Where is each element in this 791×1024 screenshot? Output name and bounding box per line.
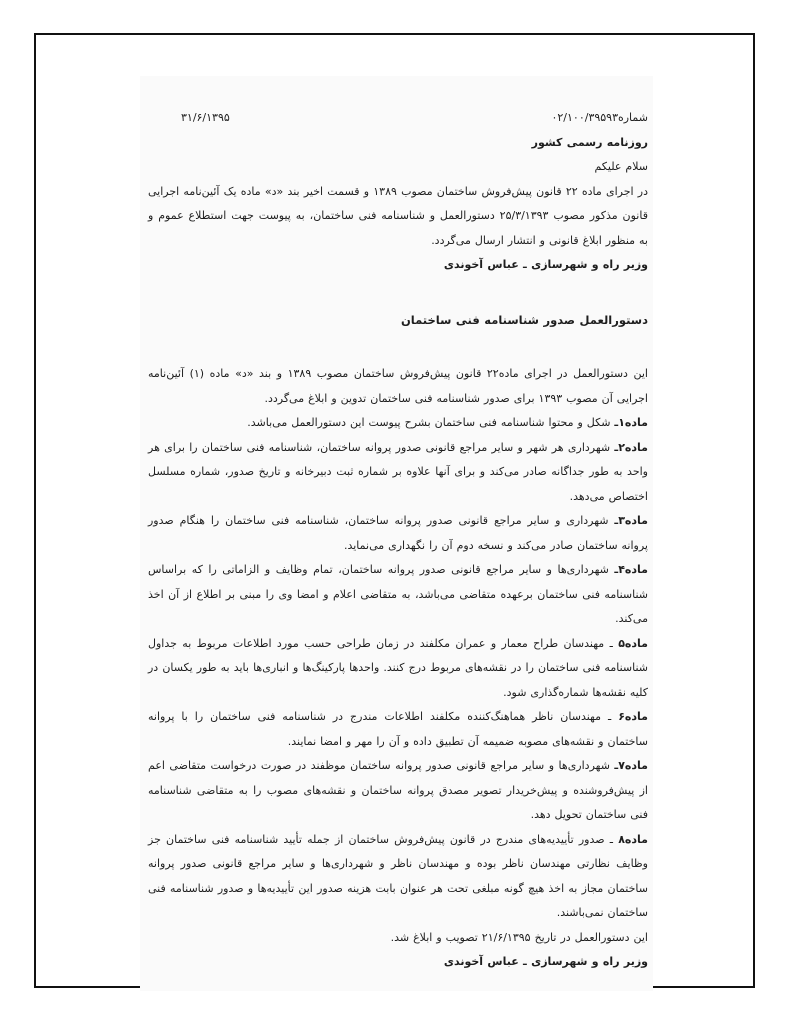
article-text: شهرداری‌ها و سایر مراجع قانونی صدور پروانه ساختمان، تمام وظایف و الزاماتی را که براساس شناسنامه فنی ساختمان برعهده متقاضی می‌باشد، به متقاضی اعلام و امضا وی را مبنی بر اطلاع از آن اخذ می‌کند. xyxy=(148,563,648,625)
letter-greeting: سلام علیکم xyxy=(594,160,648,173)
article-5 xyxy=(148,632,648,706)
article-text: شهرداری هر شهر و سایر مراجع قانونی صدور پروانه ساختمان، شناسنامه فنی ساختمان را برای هر واحد به طور جداگانه صادر می‌کند و برای آنها علاوه بر شماره ثبت دبیرخانه و تاریخ صدور، شماره مسلسل اختصاص می‌دهد. xyxy=(148,440,648,503)
article-label: ماده۴ـ xyxy=(614,563,648,576)
article-text: ـ صدور تأییدیه‌های مندرج در قانون پیش‌فروش ساختمان از جمله تأیید شناسنامه فنی ساختمان جز وظایف نظارتی مهندسان ناظر بوده و مهندسان ناظر و شهرداری‌ها و سایر مراجع قانونی صدور پروانه ساختمان مجاز به اخذ هیچ گونه مبلغی تحت هر عنوان بابت هزینه صدور این تأییدیه‌ها و صدور شناسنامه فنی ساختمان نمی‌باشند. xyxy=(148,832,648,919)
article-4 xyxy=(148,558,648,632)
article-text: شهرداری‌ها و سایر مراجع قانونی صدور پروانه ساختمان موظفند در صورت درخواست متقاضی اعم از پیش‌فروشنده و پیش‌خریدار تصویر مصدق پروانه ساختمان و نقشه‌های مصوب را به متقاضی شناسنامه فنی ساختمان تحویل دهد. xyxy=(148,759,648,821)
letter-number-label: شماره xyxy=(617,111,648,124)
article-2 xyxy=(148,436,648,510)
article-label: ماده۲ـ xyxy=(614,440,648,454)
article-label: ماده۵ xyxy=(618,636,648,650)
document-body xyxy=(148,106,648,975)
letter-header xyxy=(148,106,648,131)
instruction-title: دستورالعمل صدور شناسنامه فنی ساختمان xyxy=(400,312,648,327)
article-text: شهرداری و سایر مراجع قانونی صدور پروانه ساختمان، شناسنامه فنی ساختمان را هنگام صدور پروانه ساختمان صادر می‌کند و نسخه دوم آن را نگهداری می‌نماید. xyxy=(148,514,648,552)
spacer xyxy=(148,278,648,308)
article-1 xyxy=(148,411,648,436)
spacer xyxy=(148,332,648,362)
article-3 xyxy=(148,509,648,558)
instruction-intro: این دستورالعمل در اجرای ماده۲۲ قانون پیش‌فروش ساختمان مصوب ۱۳۸۹ و بند «د» ماده (۱) آئین‌نامه اجرایی آن مصوب ۱۳۹۳ برای صدور شناسنامه فنی ساختمان تدوین و ابلاغ می‌گردد. xyxy=(148,367,648,405)
letter-signature: وزیر راه و شهرسازی ـ عباس آخوندی xyxy=(443,258,648,271)
instruction-closing: این دستورالعمل در تاریخ ۲۱/۶/۱۳۹۵ تصویب و ابلاغ شد. xyxy=(390,930,648,944)
letter-recipient: روزنامه رسمی کشور xyxy=(531,135,648,149)
article-text: شکل و محتوا شناسنامه فنی ساختمان بشرح پیوست این دستورالعمل می‌باشد. xyxy=(247,416,615,429)
letter-date: ۳۱/۶/۱۳۹۵ xyxy=(181,111,230,124)
article-7 xyxy=(148,754,648,828)
article-text: ـ مهندسان ناظر هماهنگ‌کننده مکلفند اطلاعات مندرج در شناسنامه فنی ساختمان را با پروانه ساختمان و نقشه‌های مصوبه ضمیمه آن تطبیق داده و آن را مهر و امضا نمایند. xyxy=(148,710,648,748)
article-label: ماده۷ـ xyxy=(614,759,648,772)
letter-body: در اجرای ماده ۲۲ قانون پیش‌فروش ساختمان مصوب ۱۳۸۹ و قسمت اخیر بند «د» ماده یک آئین‌نامه اجرایی قانون مذکور مصوب ۲۵/۳/۱۳۹۳ دستورالعمل و شناسنامه فنی ساختمان، به پیوست جهت استطلاع عموم و به منظور ابلاغ قانونی و انتشار ارسال می‌گردد. xyxy=(148,184,649,247)
instruction-signature: وزیر راه و شهرسازی ـ عباس آخوندی xyxy=(443,955,648,968)
article-text: ـ مهندسان طراح معمار و عمران مکلفند در زمان طراحی حسب مورد اطلاعات مربوط به جداول شناسنامه فنی ساختمان را در نقشه‌های مربوط درج کنند. واحدها پارکینگ‌ها و انباری‌ها باید به طور یکسان در کلیه نقشه‌ها شماره‌گذاری شود. xyxy=(148,636,648,699)
letter-number xyxy=(551,106,648,131)
article-label: ماده۶ xyxy=(618,710,648,723)
letter-number-value: ۰۲/۱۰۰/۳۹۵۹۳ xyxy=(551,111,618,124)
article-8 xyxy=(148,828,648,926)
article-label: ماده۱ـ xyxy=(614,416,648,429)
article-6 xyxy=(148,705,648,754)
article-label: ماده۳ـ xyxy=(614,514,648,527)
article-label: ماده۸ xyxy=(618,832,648,846)
